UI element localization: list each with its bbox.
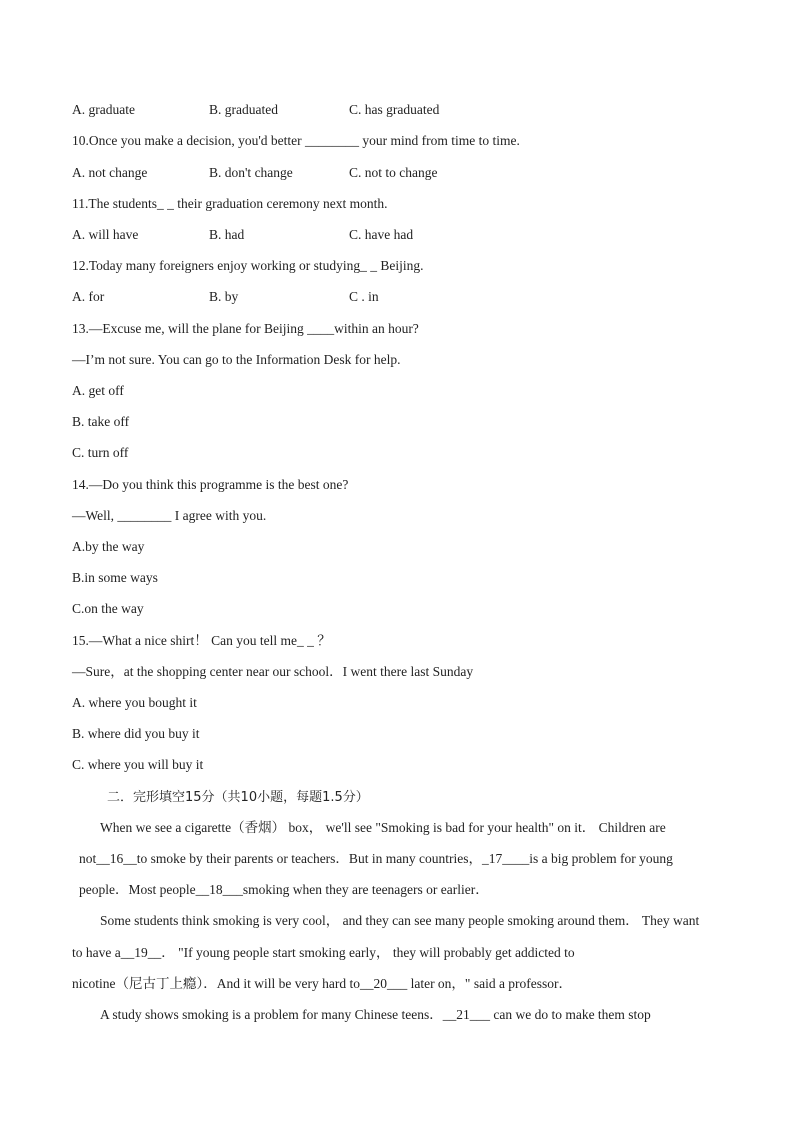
q14-stem: 14.—Do you think this programme is the best one? [72,477,349,492]
q10-option-a: A. not change [72,165,148,180]
passage-line-4: Some students think smoking is very cool， and they can see many people smoking around them． They want [100,913,700,928]
q11-option-a: A. will have [72,227,139,242]
q11-option-b: B. had [209,227,245,242]
q14-option-c: C.on the way [72,601,144,616]
q15-stem: 15.—What a nice shirt！ Can you tell me_ _ ？ [72,633,331,648]
q13-option-a: A. get off [72,383,124,398]
q12-option-a: A. for [72,289,105,304]
passage-line-3: people．Most people__18___smoking when they are teenagers or earlier． [79,882,489,897]
q9-option-a: A. graduate [72,102,135,117]
q15-option-a: A. where you bought it [72,695,197,710]
q10-option-c: C. not to change [349,165,438,180]
section-heading: 二．完形填空15分（共10小题，每题1.5分） [107,790,369,805]
q10-option-b: B. don't change [209,165,293,180]
passage-line-5: to have a__19__． "If young people start smoking early， they will probably get addicted to [72,945,575,960]
q10-stem: 10.Once you make a decision, you'd better ________ your mind from time to time. [72,133,520,148]
q11-stem: 11.The students_ _ their graduation ceremony next month. [72,196,388,211]
passage-line-6: nicotine（尼古丁上瘾）．And it will be very hard to__20___ later on，" said a professor． [72,976,573,991]
q13-stem: 13.—Excuse me, will the plane for Beijing ____within an hour? [72,321,419,336]
q14-option-a: A.by the way [72,539,145,554]
q13-reply: —I’m not sure. You can go to the Information Desk for help. [72,352,401,367]
q15-reply: —Sure，at the shopping center near our school．I went there last Sunday [72,664,474,679]
q15-option-c: C. where you will buy it [72,757,204,772]
q15-option-b: B. where did you buy it [72,726,200,741]
q13-option-b: B. take off [72,414,130,429]
q14-reply: —Well, ________ I agree with you. [72,508,267,523]
q13-option-c: C. turn off [72,445,129,460]
q9-option-b: B. graduated [209,102,278,117]
passage-line-7: A study shows smoking is a problem for many Chinese teens．__21___ can we do to make them stop [100,1007,651,1022]
passage-line-2: not__16__to smoke by their parents or teachers．But in many countries，_17____is a big problem for young [79,851,673,866]
q9-option-c: C. has graduated [349,102,440,117]
q11-option-c: C. have had [349,227,414,242]
q12-stem: 12.Today many foreigners enjoy working or studying_ _ Beijing. [72,258,424,273]
q14-option-b: B.in some ways [72,570,158,585]
passage-line-1: When we see a cigarette（香烟） box， we'll see "Smoking is bad for your health" on it． Children are [100,820,666,835]
q12-option-b: B. by [209,289,239,304]
q12-option-c: C . in [349,289,379,304]
